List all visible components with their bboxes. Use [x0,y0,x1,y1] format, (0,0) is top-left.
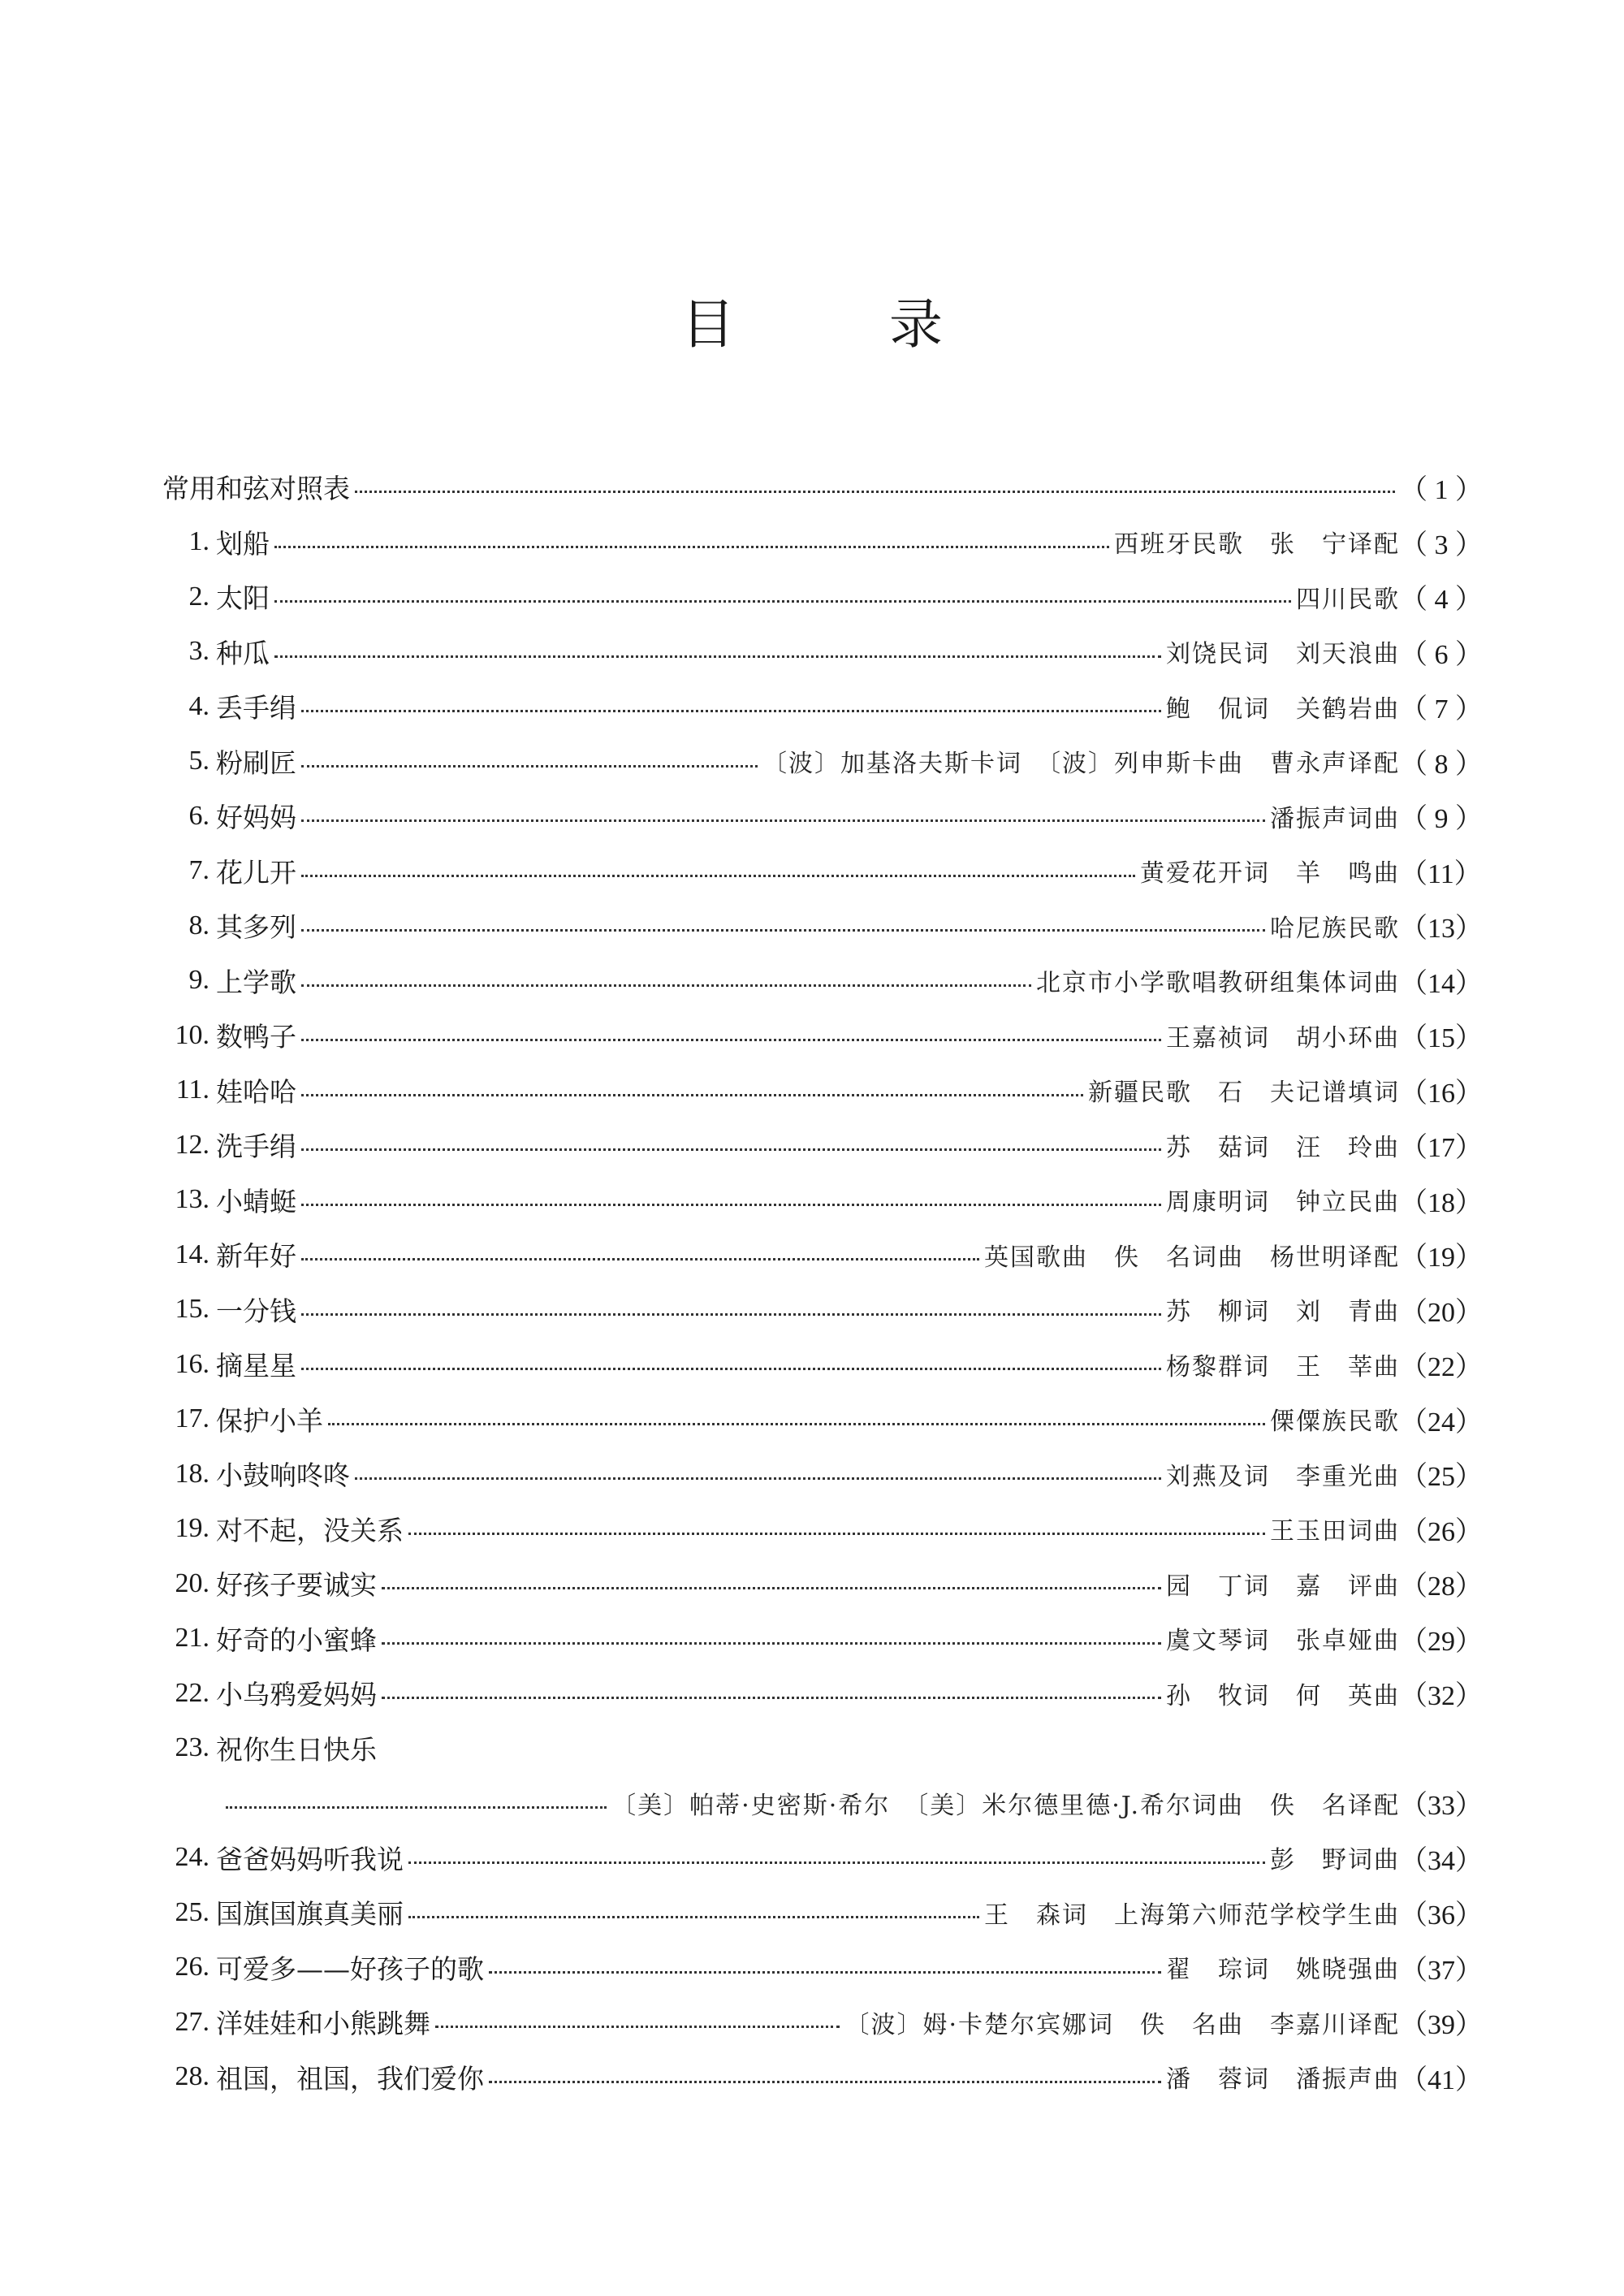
toc-entry[interactable] [162,1227,1483,1282]
dot-leader [408,1916,979,1918]
entry-title: 国旗国旗真美丽 [216,1898,404,1931]
entry-title: 划船 [216,527,270,560]
entry-credit: 英国歌曲 佚 名词曲 杨世明译配 [984,1243,1400,1272]
dot-leader [408,1533,1265,1535]
entry-title: 小乌鸦爱妈妈 [216,1679,377,1711]
entry-credit: 孙 牧词 何 英曲 [1166,1681,1400,1710]
toc-entry[interactable] [162,1337,1483,1392]
entry-number: 18. [175,1458,209,1489]
toc-entry[interactable] [162,953,1483,1009]
entry-title: 其多列 [216,911,296,944]
entry-number: 6. [188,800,209,831]
entry-credit: 北京市小学歌唱教研组集体词曲 [1036,969,1400,998]
entry-title: 丢手绢 [216,692,296,724]
dot-leader [301,1368,1161,1370]
toc-entry[interactable] [162,1173,1483,1228]
dot-leader [301,710,1161,712]
entry-credit: 王 森词 上海第六师范学校学生曲 [984,1900,1400,1930]
entry-number: 4. [188,690,209,721]
entry-number: 25. [175,1896,209,1927]
entry-number: 11. [175,1074,209,1105]
entry-number: 17. [175,1403,209,1434]
entry-page: （25） [1400,1462,1483,1493]
dot-leader [301,984,1031,987]
dot-leader [328,1423,1265,1425]
entry-page: （ 8 ） [1400,749,1483,780]
dot-leader [301,1039,1161,1041]
entry-credit: 西班牙民歌 张 宁译配 [1114,530,1400,560]
entry-credit: 王玉田词曲 [1270,1517,1400,1546]
dot-leader [301,1204,1161,1206]
entry-title: 花儿开 [216,856,296,889]
entry-title: 小鼓响咚咚 [216,1459,350,1492]
entry-credit: 翟 琮词 姚晓强曲 [1166,1956,1400,1985]
toc-entry[interactable] [162,679,1483,734]
toc-entry[interactable] [162,1063,1483,1118]
entry-title: 常用和弦对照表 [162,473,350,505]
entry-page: （ 3 ） [1400,530,1483,560]
entry-number: 2. [188,581,209,612]
toc-entry[interactable] [162,1831,1483,1886]
toc-entry[interactable] [162,1666,1483,1721]
entry-page: （34） [1400,1845,1483,1876]
entry-page: （ 1 ） [1400,475,1483,506]
page-title: 目录 [681,293,1097,356]
entry-credit: 刘燕及词 李重光曲 [1166,1462,1400,1491]
entry-credit: 傈僳族民歌 [1270,1407,1400,1437]
toc-entry-continuation[interactable] [162,1775,1483,1831]
entry-page: （18） [1400,1187,1483,1218]
entry-number: 22. [175,1677,209,1708]
entry-credit: 周康明词 钟立民曲 [1166,1188,1400,1217]
entry-page: （37） [1400,1955,1483,1986]
entry-number: 23. [175,1732,209,1763]
dot-leader [435,2026,840,2028]
entry-page: （36） [1400,1900,1483,1931]
entry-credit: 杨黎群词 王 莘曲 [1166,1352,1400,1381]
entry-credit: 黄爱花开词 羊 鸣曲 [1140,859,1400,889]
entry-number: 24. [175,1842,209,1873]
entry-number: 9. [188,965,209,996]
toc-entry[interactable] [162,1446,1483,1502]
dot-leader [274,655,1161,658]
entry-page: （20） [1400,1297,1483,1328]
entry-page: （ 6 ） [1400,639,1483,670]
toc-entry[interactable] [162,1502,1483,1557]
toc-entry[interactable] [162,1392,1483,1447]
entry-page: （28） [1400,1572,1483,1602]
toc-entry[interactable] [162,1118,1483,1173]
entry-number: 21. [175,1623,209,1654]
entry-page: （29） [1400,1626,1483,1657]
entry-credit: 〔波〕加基洛夫斯卡词 〔波〕列申斯卡曲 曹永声译配 [762,750,1400,779]
entry-title: 洋娃娃和小熊跳舞 [216,2008,430,2040]
entry-number: 10. [175,1019,209,1050]
entry-page: （ 4 ） [1400,585,1483,616]
entry-number: 7. [188,855,209,886]
dot-leader [301,765,758,767]
entry-credit: 〔美〕帕蒂·史密斯·希尔 〔美〕米尔德里德·J.希尔词曲 佚 名译配 [611,1791,1400,1820]
entry-number: 26. [175,1952,209,1983]
toc-entry[interactable] [162,515,1483,570]
entry-title: 太阳 [216,582,270,615]
entry-title: 洗手绢 [216,1131,296,1163]
entry-title: 祝你生日快乐 [216,1733,377,1766]
entry-number: 5. [188,746,209,776]
entry-credit: 鲍 侃词 关鹤岩曲 [1166,694,1400,724]
entry-credit: 王嘉祯词 胡小环曲 [1166,1023,1400,1053]
dot-leader [355,1477,1161,1480]
entry-title: 好孩子要诚实 [216,1569,377,1602]
entry-title: 祖国，祖国，我们爱你 [216,2062,484,2095]
toc-entries [162,515,1483,2105]
entry-number: 14. [175,1239,209,1269]
dot-leader [301,1313,1161,1316]
dot-leader [226,1806,607,1809]
entry-number: 8. [188,910,209,940]
entry-title: 好奇的小蜜蜂 [216,1624,377,1656]
dot-leader [489,2081,1161,2083]
entry-page: （17） [1400,1133,1483,1164]
entry-number: 15. [175,1294,209,1325]
entry-number: 20. [175,1567,209,1598]
entry-title: 保护小羊 [216,1404,323,1437]
entry-page: （11） [1400,858,1482,889]
entry-title: 粉刷匠 [216,746,296,779]
entry-title: 可爱多——好孩子的歌 [216,1952,484,1985]
entry-number: 1. [188,526,209,557]
entry-page: （13） [1400,914,1483,945]
entry-title: 上学歌 [216,966,296,998]
entry-number: 27. [175,2006,209,2037]
entry-credit: 潘振声词曲 [1270,804,1400,833]
entry-number: 12. [175,1129,209,1160]
toc-entry-chord-table[interactable] [162,460,1483,515]
toc-entry[interactable] [162,1885,1483,1940]
toc-entry[interactable] [162,625,1483,680]
entry-page: （24） [1400,1407,1483,1438]
table-of-contents [162,460,1483,2104]
toc-entry[interactable] [162,1282,1483,1338]
entry-credit: 新疆民歌 石 夫记谱填词 [1088,1079,1400,1108]
entry-page: （16） [1400,1078,1483,1109]
entry-number: 3. [188,636,209,667]
toc-entry[interactable] [162,1611,1483,1667]
dot-leader [382,1642,1161,1645]
entry-credit: 潘 蓉词 潘振声曲 [1166,2065,1400,2095]
entry-page: （ 7 ） [1400,694,1483,725]
entry-page: （22） [1400,1352,1483,1383]
dot-leader [301,1094,1083,1096]
entry-title: 好妈妈 [216,802,296,834]
entry-title: 娃哈哈 [216,1075,296,1108]
dot-leader [382,1697,1161,1699]
entry-title: 爸爸妈妈听我说 [216,1843,404,1875]
entry-title: 新年好 [216,1240,296,1273]
entry-page: （32） [1400,1681,1483,1712]
entry-title: 种瓜 [216,637,270,669]
entry-page: （15） [1400,1023,1483,1054]
dot-leader [301,1148,1161,1151]
toc-entry[interactable] [162,569,1483,625]
entry-title: 数鸭子 [216,1021,296,1053]
dot-leader [274,546,1109,548]
dot-leader [355,491,1395,493]
entry-number: 16. [175,1348,209,1379]
entry-page: （19） [1400,1243,1483,1273]
toc-entry[interactable] [162,1940,1483,1995]
toc-entry[interactable] [162,1556,1483,1611]
entry-number: 13. [175,1184,209,1215]
toc-entry[interactable] [162,844,1482,899]
dot-leader [301,875,1135,877]
entry-credit: 刘饶民词 刘天浪曲 [1166,640,1400,669]
toc-entry[interactable] [162,1721,1479,1776]
entry-credit: 四川民歌 [1296,585,1400,614]
toc-entry[interactable] [162,2050,1483,2105]
toc-entry[interactable] [162,734,1483,789]
entry-title: 摘星星 [216,1350,296,1382]
entry-page: （26） [1400,1516,1483,1547]
dot-leader [274,600,1291,603]
dot-leader [301,1258,979,1260]
dot-leader [301,929,1265,932]
toc-entry[interactable] [162,1995,1483,2050]
toc-entry[interactable] [162,1008,1483,1063]
entry-page: （33） [1400,1791,1483,1822]
entry-title: 一分钱 [216,1295,296,1327]
entry-page: （39） [1400,2010,1483,2041]
entry-credit: 彭 野词曲 [1270,1846,1400,1875]
entry-page: （ 9 ） [1400,804,1483,835]
dot-leader [489,1971,1161,1974]
entry-credit: 哈尼族民歌 [1270,914,1400,943]
entry-number: 19. [175,1513,209,1544]
toc-entry[interactable] [162,898,1483,953]
dot-leader [301,819,1265,822]
entry-number: 28. [175,2061,209,2092]
entry-credit: 〔波〕姆·卡楚尔宾娜词 佚 名曲 李嘉川译配 [844,2010,1400,2039]
entry-title: 小蜻蜓 [216,1185,296,1217]
dot-leader [408,1861,1265,1864]
entry-credit: 苏 柳词 刘 青曲 [1166,1298,1400,1327]
dot-leader [382,1587,1161,1589]
entry-title: 对不起，没关系 [216,1514,404,1546]
entry-page: （41） [1400,2065,1483,2095]
entry-page: （14） [1400,968,1483,999]
entry-credit: 苏 菇词 汪 玲曲 [1166,1133,1400,1162]
toc-entry[interactable] [162,789,1483,844]
entry-credit: 园 丁词 嘉 评曲 [1166,1572,1400,1601]
entry-credit: 虞文琴词 张卓娅曲 [1166,1627,1400,1656]
